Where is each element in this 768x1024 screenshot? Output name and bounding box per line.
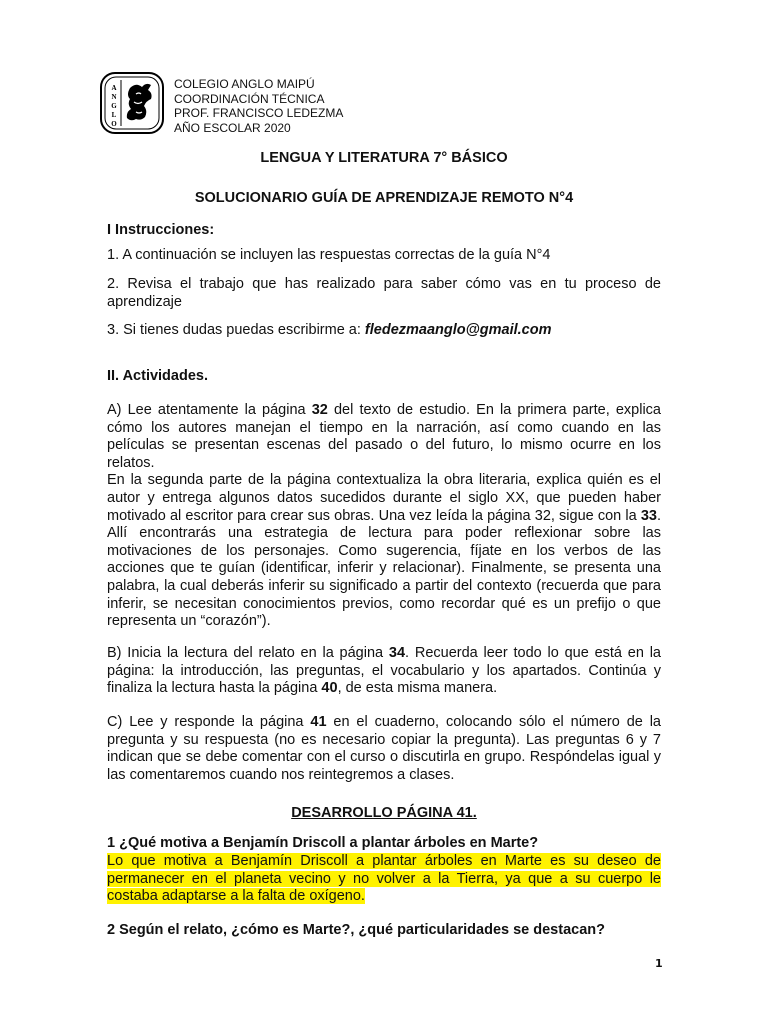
svg-text:A: A	[111, 84, 117, 92]
page-ref: 33	[640, 507, 657, 524]
instruction-item-2: 2. Revisa el trabajo que has realizado para saber cómo vas en tu proceso de aprendizaje	[107, 276, 661, 310]
activity-c-text: C) Lee y responde la página	[107, 714, 311, 730]
development-heading: DESARROLLO PÁGINA 41.	[291, 805, 477, 821]
page-number: 1	[655, 957, 663, 970]
activities-heading: II. Actividades.	[107, 368, 208, 384]
page-ref: 34	[388, 645, 406, 661]
activity-b-text: , de esta misma manera.	[337, 680, 498, 697]
document-title: LENGUA Y LITERATURA 7° BÁSICO	[260, 150, 508, 166]
activity-a-text: En la segunda parte de la página contextualiza la obra literaria, explica quién es el autor y entrega algunos datos sucedidos durante el siglo XX, que pueden haber motivado al escritor para crear sus obras. Una vez leída la página 32, sigue con la	[107, 472, 661, 524]
page-ref: 40	[321, 680, 338, 697]
svg-text:L: L	[111, 111, 117, 119]
activity-c	[107, 714, 661, 784]
activity-a	[107, 402, 661, 631]
instruction-item-3-text: 3. Si tienes dudas puedas escribirme a:	[107, 322, 365, 338]
school-department: COORDINACIÓN TÉCNICA	[174, 91, 325, 106]
school-name: COLEGIO ANGLO MAIPÚ	[174, 77, 315, 91]
question-2: 2 Según el relato, ¿cómo es Marte?, ¿qué particularidades se destacan?	[107, 922, 605, 938]
page-ref: 41	[310, 714, 327, 730]
activity-a-text: del texto de estudio. En la primera parte, explica cómo los autores manejan el tiempo en la narración, así como cuando en las películas se presentan escenas del pasado o del futuro, lo mismo ocurre en los relatos.	[107, 402, 661, 471]
svg-text:O: O	[111, 120, 117, 128]
contact-email[interactable]: fledezmaanglo@gmail.com	[364, 322, 552, 338]
school-year: AÑO ESCOLAR 2020	[174, 120, 291, 135]
instruction-item-1: 1. A continuación se incluyen las respuestas correctas de la guía N°4	[107, 247, 551, 263]
school-logo	[100, 72, 164, 134]
svg-text:N: N	[111, 93, 117, 101]
document-subtitle: SOLUCIONARIO GUÍA DE APRENDIZAJE REMOTO N°4	[194, 190, 574, 206]
school-info	[174, 77, 343, 135]
activity-c-text: en el cuaderno, colocando sólo el número de la pregunta y su respuesta (no es necesario copiar la pregunta). Las preguntas 6 y 7 indican que se debe comentar con el curso o discutirla en grupo. Respóndelas igual y las comentaremos cuando nos reintegremos a clases.	[107, 714, 661, 783]
teacher-name: PROF. FRANCISCO LEDEZMA	[174, 106, 344, 120]
instructions-heading: I Instrucciones:	[107, 222, 215, 238]
question-1: 1 ¿Qué motiva a Benjamín Driscoll a plantar árboles en Marte?	[107, 835, 539, 851]
svg-text:G: G	[111, 102, 117, 110]
instruction-item-3	[107, 322, 661, 340]
page-ref: 32	[311, 402, 328, 418]
activity-b-text: . Recuerda leer todo lo que está en la página: la introducción, las preguntas, el vocabulario y los apartados. Continúa y finaliza la lectura hasta la página	[107, 645, 661, 697]
activity-a-text: A) Lee atentamente la página	[107, 402, 312, 418]
answer-1	[107, 853, 661, 906]
activity-b	[107, 645, 661, 698]
activity-a-text: . Allí encontrarás una estrategia de lectura para poder reflexionar sobre las motivaciones de los personajes. Como sugerencia, fíjate en los verbos de las acciones que te guían (identificar, inferir y relacionar). Finalmente, se presenta una palabra, la cual deberás inferir su significado a partir del contexto (recuerda que para inferir, se necesitan conocimientos previos, como recordar qué es un prefijo o que representa un “corazón”).	[107, 507, 661, 630]
answer-1-highlighted-text: Lo que motiva a Benjamín Driscoll a plantar árboles en Marte es su deseo de permanecer en el planeta vecino y no volver a la Tierra, ya que a su cuerpo le costaba adaptarse a la falta de oxígeno.	[107, 853, 661, 905]
activity-b-text: B) Inicia la lectura del relato en la página	[107, 645, 389, 661]
